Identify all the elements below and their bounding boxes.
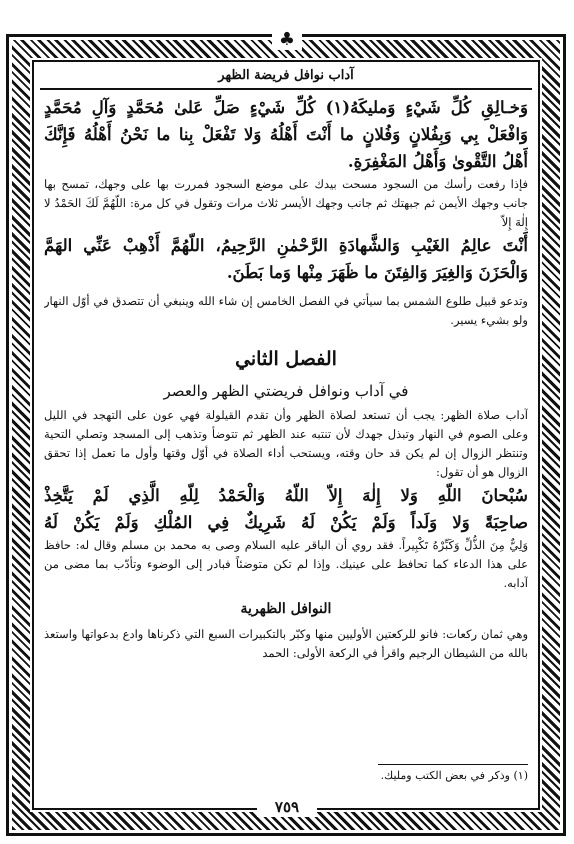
chapter-title: الفصل الثاني (235, 348, 337, 370)
body-paragraph: فإذا رفعت رأسك من السجود مسحت بيدك على موضع السجود فمررت بها على وجهك، تمسح بها جانب وجهك الأيمن ثم جبهتك ثم جانب وجهك الأيسر ثلاث مرات وتقول في كل مرة: اللّهُمَّ لَكَ الحَمْدُ لا إِلٰهَ إِلاّ (44, 177, 528, 229)
body-paragraph: وهي ثمان ركعات: فانو للركعتين الأوليين منها وكبّر بالتكبيرات السبع التي ذكرناها وادع بدعواتها واستعذ بالله من الشيطان الرجيم واقرأ في الركعة الأولى: الحمد (44, 627, 528, 660)
top-ornament-icon: ♣ (272, 30, 302, 50)
running-header (40, 66, 532, 90)
footnote-divider (378, 764, 528, 765)
body-paragraph: آداب صلاة الظهر: يجب أن تستعد لصلاة الظهر وأن تقدم القيلولة فهي عون على التهجد في الليل وعلى الصوم في النهار وتبذل جهدك لأن تنتبه عند الظهر ثم تتوضأ وتذهب إلى المسجد وتصلي التحية وتنتظر الزوال إن لم يكن قد حان وقته، ويستحب أداء الصلاة في أوّل وقتها وأول ما تعمل إذا تحقق الزوال هو أن تقول: (44, 408, 528, 479)
header-title: آداب نوافل فريضة الظهر (218, 68, 354, 83)
supplication-line: أَهْلُ التَّقْوىٰ وَأَهْلُ المَغْفِرَةِ. (347, 152, 528, 171)
footnote (44, 768, 528, 784)
supplication-line: سُبْحانَ اللّهِ وَلا إِلٰهَ إِلاّ اللّهُ وَالْحَمْدُ لِلّهِ الَّذِي لَمْ يَتَّخِذْ (44, 486, 528, 505)
footnote-text: (١) وذكر في بعض الكتب ومليك. (380, 769, 528, 782)
body-paragraph: وتدعو قبيل طلوع الشمس بما سيأتي في الفصل الخامس إن شاء الله وينبغي أن تتصدق في أوّل النهار ولو بشيء يسير. (44, 294, 528, 327)
supplication-line: وَخـالِقِ كُلِّ شَيْءٍ وَمليكَهُ(١) كُلِّ شَيْءٍ صَلِّ عَلىٰ مُحَمَّدٍ وَآلِ مُحَمَّدٍ (44, 98, 528, 117)
page-content (44, 94, 528, 764)
chapter-subtitle: في آداب ونوافل فريضتي الظهر والعصر (163, 382, 409, 400)
supplication-line: وَافْعَلْ بِي وَبِفُلانٍ وَفُلانٍ ما أَنْتَ أَهْلُهُ وَلا تَفْعَلْ بِنا ما نَحْنُ أَهْلُهُ فَإِنَّكَ (44, 125, 528, 144)
supplication-line: أَنْتَ عالِمُ الغَيْبِ وَالشَّهادَةِ الرَّحْمٰنِ الرَّحِيمُ، اللّهُمَّ أَذْهِبْ عَنِّي الهَمَّ (44, 236, 528, 255)
supplication-line: صاحِبَةً وَلا وَلَداً وَلَمْ يَكُنْ لَهُ شَرِيكٌ فِي المُلْكِ وَلَمْ يَكُنْ لَهُ (44, 513, 528, 532)
supplication-line: وَالْحَزَنَ وَالغِيَرَ وَالفِتَنَ ما ظَهَرَ مِنْها وَما بَطَنَ. (226, 263, 528, 282)
page-number: ٧٥٩ (257, 797, 317, 817)
section-title: النوافل الظهرية (240, 601, 332, 617)
body-paragraph: وَلِيٌّ مِنَ الذُّلِّ وَكَبِّرْهُ تَكْبِيراً. فقد روي أن الباقر عليه السلام وصى به محمد بن مسلم وقال له: حافظ على هذا الدعاء كما تحافظ على عينيك. وإذا لم تكن متوضئاً فبادر إلى الوضوء وتأدّب بما مضى من آدابه. (44, 538, 528, 590)
